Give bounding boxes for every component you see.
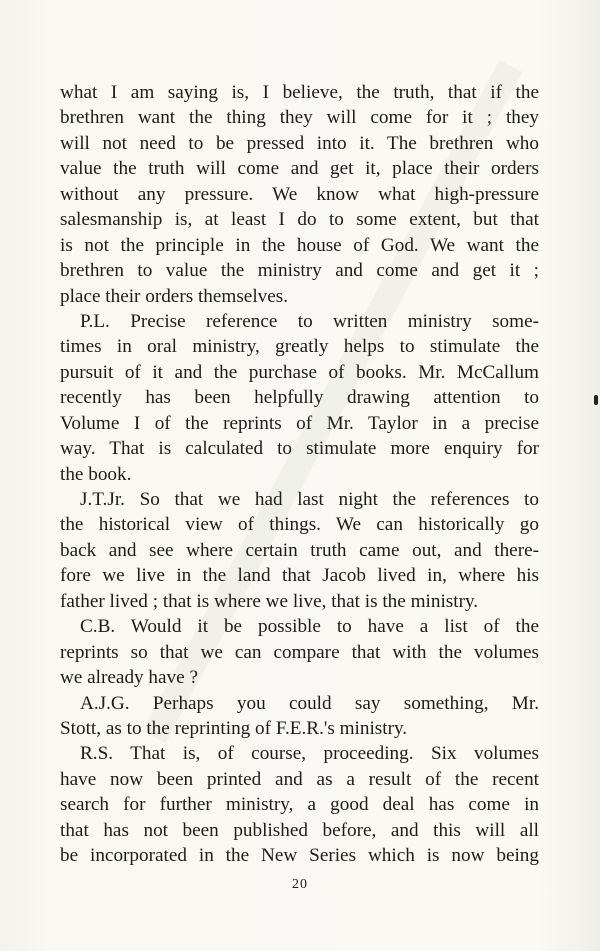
text-line: we already have ? [60,667,198,689]
text-line: brethren want the thing they will come for it ; they [60,107,539,129]
text-line: brethren to value the ministry and come and get it ; [60,260,539,282]
text-line: is not the principle in the house of God. We want the [60,234,539,256]
text-line: A.J.G. Perhaps you could say something, Mr. [80,692,539,714]
text-line: Stott, as to the reprinting of F.E.R.'s ministry. [60,717,408,739]
text-line: recently has been helpfully drawing attention to [60,387,539,409]
page-number: 20 [292,877,308,892]
text-line: value the truth will come and get it, place their orders [60,158,539,180]
text-line: R.S. That is, of course, proceeding. Six volumes [80,743,539,765]
body-text [60,80,539,869]
paragraph [60,487,539,614]
text-line: search for further ministry, a good deal has come in [60,794,539,816]
text-line: that has not been published before, and this will all [60,819,539,841]
text-line: the historical view of things. We can historically go [60,514,539,536]
text-line: back and see where certain truth came out, and there- [60,539,539,561]
text-line: have now been printed and as a result of the recent [60,768,539,790]
text-line: P.L. Precise reference to written ministry some- [80,310,539,332]
text-line: what I am saying is, I believe, the truth, that if the [60,82,539,103]
edge-mark [594,395,598,405]
paragraph [60,309,539,487]
text-line: without any pressure. We know what high-pressure [60,183,539,205]
text-line: way. That is calculated to stimulate more enquiry for [60,438,539,460]
text-line: will not need to be pressed into it. The brethren who [60,132,539,154]
text-line: be incorporated in the New Series which is now being [60,845,539,867]
paragraph [60,691,539,742]
text-line: salesmanship is, at least I do to some extent, but that [60,209,539,231]
text-line: place their orders themselves. [60,285,289,307]
paragraph [60,614,539,690]
text-line: Volume I of the reprints of Mr. Taylor in a precise [60,412,539,434]
text-line: reprints so that we can compare that with the volumes [60,641,539,663]
text-line: J.T.Jr. So that we had last night the references to [80,489,539,510]
text-line: the book. [60,463,132,485]
paragraph [60,741,539,868]
text-line: C.B. Would it be possible to have a list of the [80,616,539,638]
text-line: father lived ; that is where we live, that is the ministry. [60,590,479,612]
paragraph [60,80,539,309]
text-line: times in oral ministry, greatly helps to stimulate the [60,336,539,358]
text-line: fore we live in the land that Jacob lived in, where his [60,565,539,587]
text-line: pursuit of it and the purchase of books. Mr. McCallum [60,361,539,383]
